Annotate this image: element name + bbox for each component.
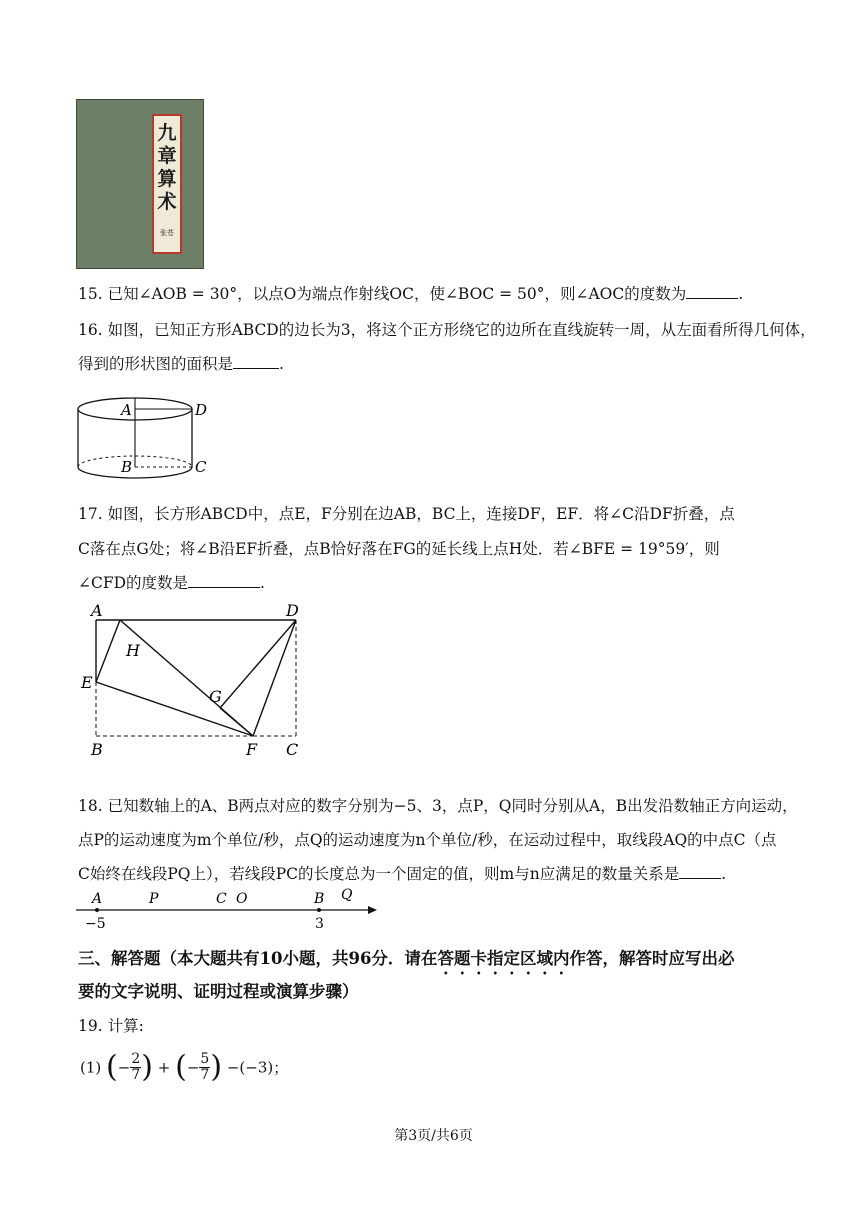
- label-B: B: [121, 458, 133, 476]
- answer-blank-18: [679, 864, 721, 879]
- rectangle-fold-figure: [78, 600, 318, 760]
- tick-3: 3: [315, 916, 324, 931]
- answer-blank-15: [686, 284, 738, 299]
- question-17-line1: 17. 如图，长方形ABCD中，点E，F分别在边AB，BC上，连接DF，EF．将∠C沿DF折叠，点: [78, 505, 735, 523]
- tick-neg5: −5: [85, 916, 106, 931]
- label-G: G: [209, 687, 222, 706]
- label-D: D: [195, 401, 208, 419]
- question-16-line2: 得到的形状图的面积是 .: [78, 355, 284, 373]
- question-18-line3: C始终在线段PQ上），若线段PC的长度总为一个固定的值，则m与n应满足的数量关系是 .: [78, 865, 727, 883]
- point-B: B: [314, 891, 325, 907]
- book-label: [152, 114, 182, 254]
- label-C: C: [195, 458, 207, 476]
- label-F: F: [246, 740, 258, 759]
- question-19-part1: (1) (− $\frac{2}{7}$ ) + (− $\frac{5}{7}$ ) −(−3)；: [80, 1049, 289, 1085]
- label-B: B: [91, 740, 103, 759]
- label-E: E: [81, 673, 93, 692]
- label-A: A: [91, 601, 103, 620]
- question-19-title: 19. 计算:: [78, 1017, 144, 1035]
- book-title: 九 章 算 术: [157, 122, 177, 213]
- section-3-heading-line1: 三、解答题（本大题共有10小题，共96分．请在答题卡指定区域内作答，解答时应写出必: [78, 949, 735, 968]
- point-C: C: [216, 891, 227, 907]
- section-3-heading-line2: 要的文字说明、证明过程或演算步骤）: [78, 982, 359, 1001]
- label-A: A: [121, 401, 132, 419]
- point-P: P: [149, 891, 159, 907]
- question-16-line1: 16. 如图，已知正方形ABCD的边长为3，将这个正方形绕它的边所在直线旋转一周，从左面看所得几何体，: [78, 321, 816, 339]
- cylinder-figure: [70, 388, 220, 490]
- fraction-5-7: $\frac{5}{7}$: [200, 1051, 210, 1083]
- point-O: O: [236, 891, 248, 907]
- answer-blank-17: [188, 573, 260, 588]
- page-footer: 第3页/共6页: [394, 1128, 473, 1144]
- answer-blank-16: [233, 354, 279, 369]
- question-18-line1: 18. 已知数轴上的A、B两点对应的数字分别为−5、3，点P，Q同时分别从A，B出发沿数轴正方向运动，: [78, 797, 798, 815]
- fraction-2-7: $\frac{2}{7}$: [131, 1051, 141, 1083]
- label-D: D: [286, 601, 299, 620]
- point-A: A: [92, 891, 103, 907]
- book-cover-image: [76, 99, 204, 269]
- question-18-line2: 点P的运动速度为m个单位/秒，点Q的运动速度为n个单位/秒，在运动过程中，取线段AQ的中点C（点: [78, 831, 777, 849]
- question-15: 15. 已知∠AOB = 30°，以点O为端点作射线OC，使∠BOC = 50°，则∠AOC的度数为 .: [78, 285, 744, 303]
- question-17-line2: C落在点G处；将∠B沿EF折叠，点B恰好落在FG的延长线上点H处．若∠BFE = 19°59′，则: [78, 540, 720, 558]
- book-author: 张苍: [160, 229, 174, 237]
- label-H: H: [126, 641, 140, 660]
- point-Q: Q: [341, 887, 353, 903]
- number-line-figure: [72, 885, 382, 931]
- label-C: C: [286, 740, 299, 759]
- question-17-line3: ∠CFD的度数是 .: [78, 574, 265, 592]
